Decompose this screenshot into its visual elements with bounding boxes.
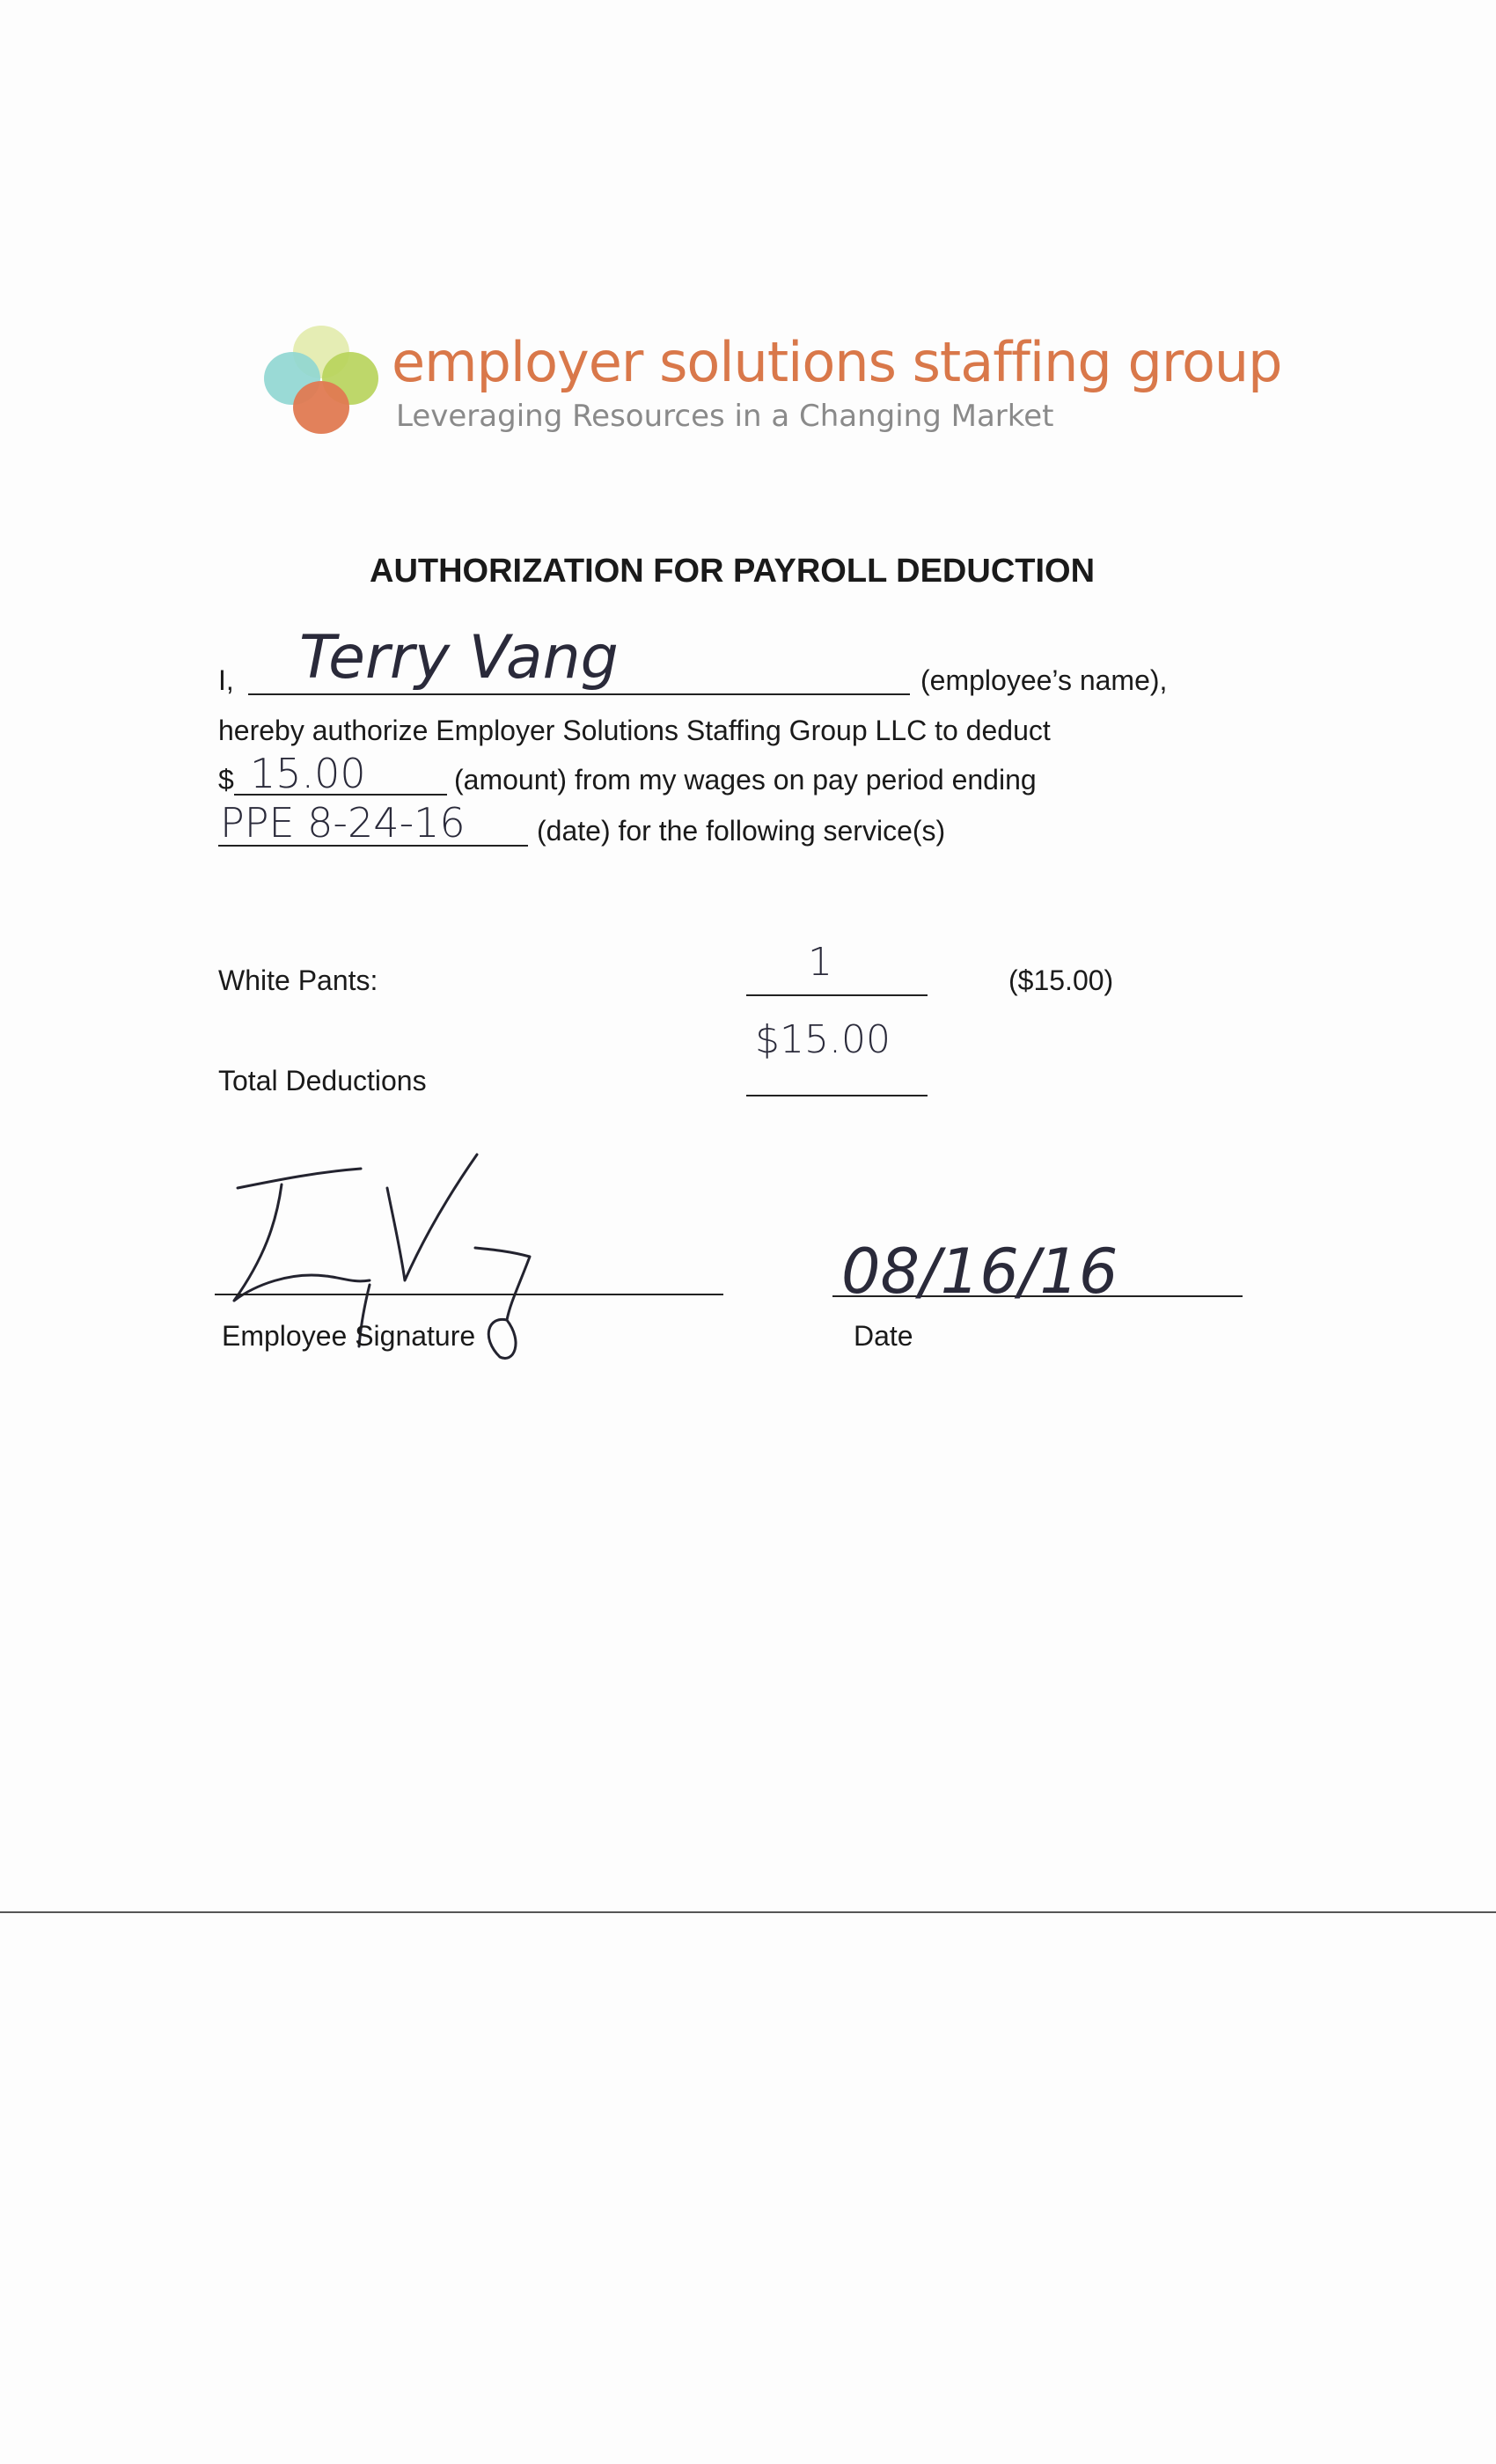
date-label: Date (854, 1320, 913, 1352)
employee-name-line (248, 693, 910, 695)
signature-label: Employee Signature (222, 1320, 476, 1352)
page-divider (0, 1911, 1496, 1913)
line4-suffix: (date) for the following service(s) (537, 815, 946, 847)
line3-suffix: (amount) from my wages on pay period ending (454, 764, 1037, 796)
item-quantity-handwritten: 1 (808, 940, 832, 985)
line1-prefix: I, (218, 664, 234, 696)
date-handwritten: 08/16/16 (841, 1236, 1118, 1308)
company-tagline: Leveraging Resources in a Changing Market (396, 399, 1054, 434)
total-label: Total Deductions (218, 1065, 427, 1096)
form-title: AUTHORIZATION FOR PAYROLL DEDUCTION (370, 553, 1096, 590)
item-label: White Pants: (218, 964, 378, 996)
company-logo (255, 312, 1282, 444)
pay-period-handwritten: PPE 8-24-16 (220, 799, 466, 847)
authorization-text: hereby authorize Employer Solutions Staffing Group LLC to deduct (218, 715, 1051, 746)
line3-prefix: $ (218, 764, 234, 796)
signature-line (215, 1294, 723, 1295)
total-handwritten: $15.00 (755, 1017, 891, 1062)
total-line (746, 1095, 928, 1096)
line1-suffix: (employee’s name), (920, 664, 1168, 696)
clover-logo-icon (255, 312, 387, 444)
employee-name-handwritten: Terry Vang (299, 623, 619, 693)
item-price: ($15.00) (1008, 964, 1114, 996)
amount-handwritten: 15.00 (250, 750, 366, 797)
company-name: employer solutions staffing group (392, 330, 1282, 394)
item-quantity-line (746, 994, 928, 996)
